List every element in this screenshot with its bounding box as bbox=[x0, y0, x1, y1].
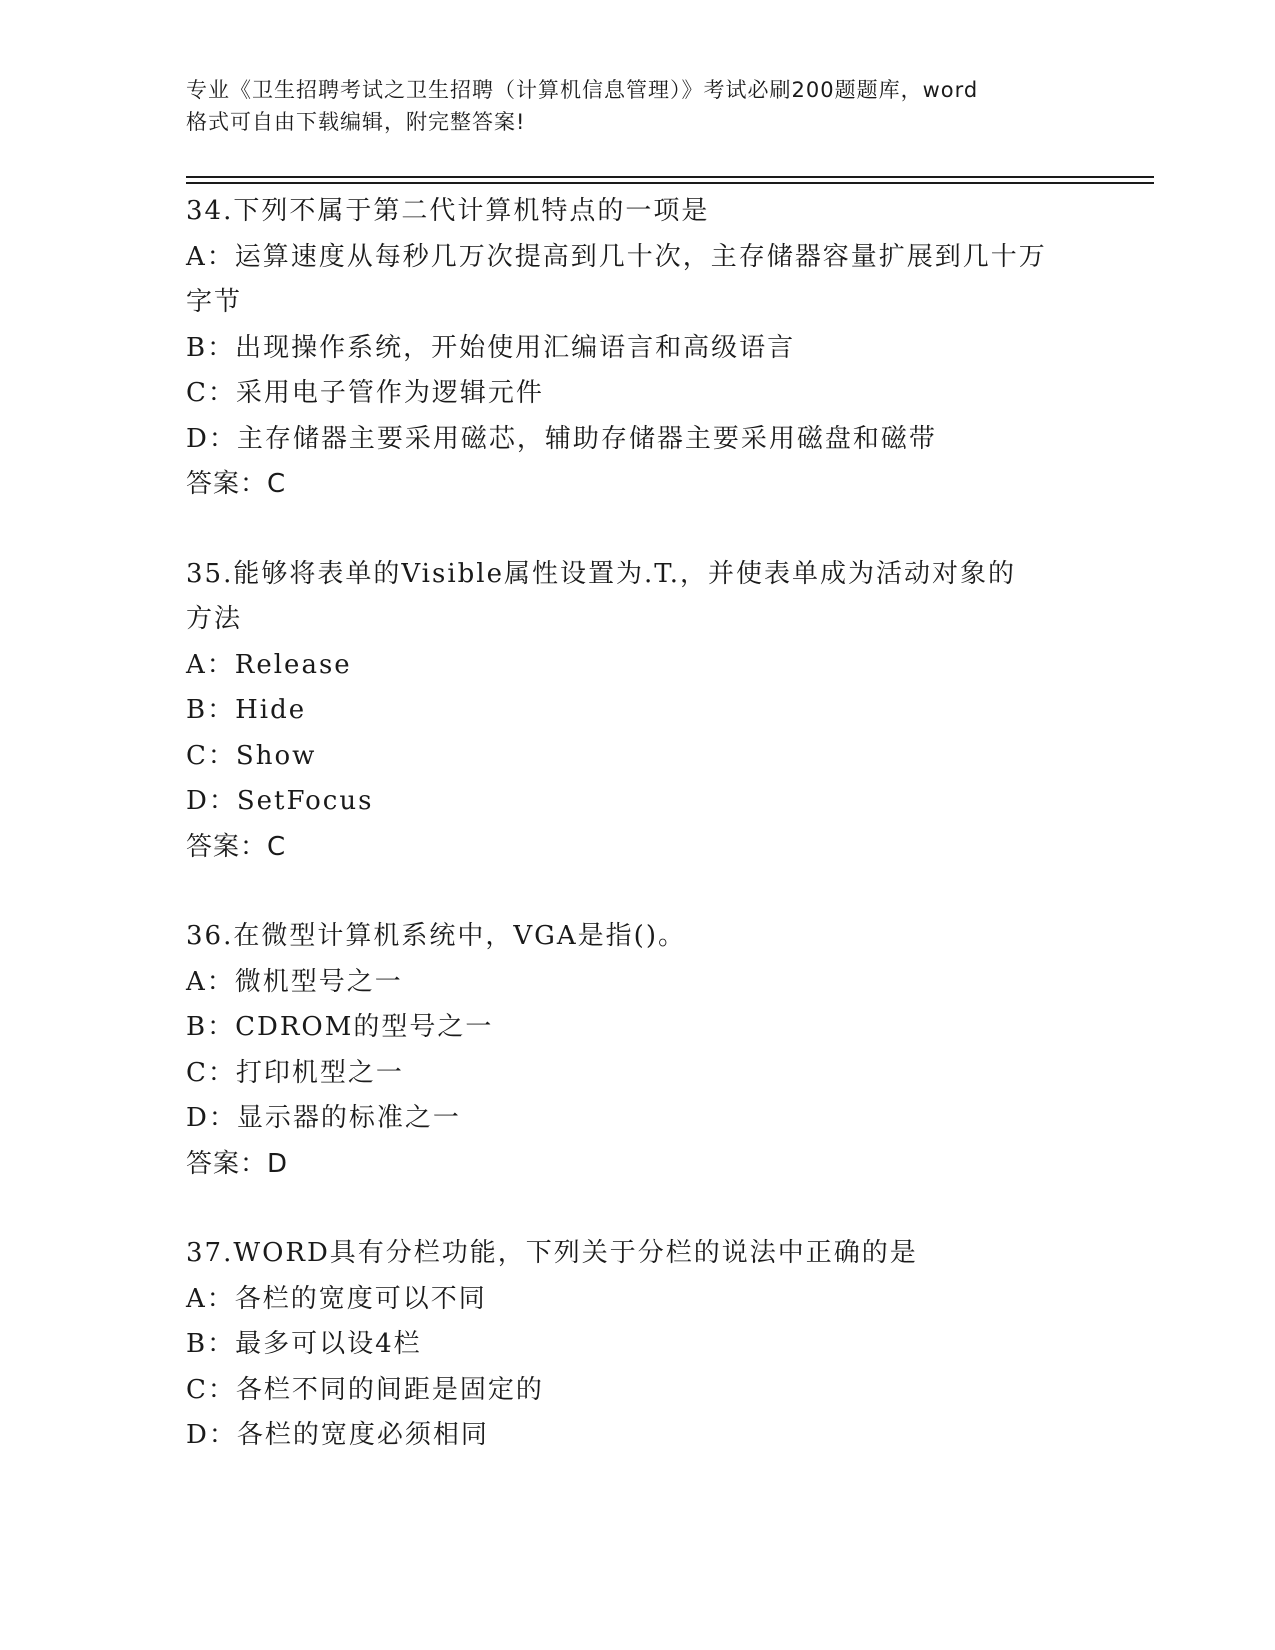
option-c: C：各栏不同的间距是固定的 bbox=[186, 1374, 544, 1405]
option-c: C：采用电子管作为逻辑元件 bbox=[186, 378, 544, 408]
header-line-2: 格式可自由下载编辑，附完整答案! bbox=[186, 110, 526, 134]
header-divider-top bbox=[186, 176, 1154, 178]
question-stem-continued: 方法 bbox=[186, 604, 243, 634]
option-b: B：最多可以设4栏 bbox=[186, 1329, 422, 1359]
question-stem: 34.下列不属于第二代计算机特点的一项是 bbox=[186, 196, 710, 226]
option-b: B：出现操作系统，开始使用汇编语言和高级语言 bbox=[186, 332, 796, 363]
question-block-37 bbox=[186, 1231, 1086, 1459]
option-c: C：打印机型之一 bbox=[186, 1057, 404, 1088]
option-a: A：运算速度从每秒几万次提高到几十次，主存储器容量扩展到几十万 bbox=[186, 241, 1047, 272]
answer-label: 答案：D bbox=[186, 1148, 289, 1179]
question-block-34 bbox=[186, 189, 1086, 508]
option-a: A：Release bbox=[186, 649, 352, 680]
option-d: D：SetFocus bbox=[186, 786, 374, 816]
option-a-continued: 字节 bbox=[186, 287, 243, 317]
question-stem: 37.WORD具有分栏功能，下列关于分栏的说法中正确的是 bbox=[186, 1238, 918, 1268]
option-b: B：Hide bbox=[186, 695, 307, 725]
header-divider-bottom bbox=[186, 182, 1154, 184]
header-line-1: 专业《卫生招聘考试之卫生招聘（计算机信息管理）》考试必刷200题题库，word bbox=[186, 78, 979, 102]
option-c: C：Show bbox=[186, 740, 317, 771]
question-stem: 36.在微型计算机系统中，VGA是指()。 bbox=[186, 921, 686, 951]
option-a: A：微机型号之一 bbox=[186, 966, 403, 997]
question-block-36 bbox=[186, 914, 1086, 1187]
question-stem: 35.能够将表单的Visible属性设置为.T.，并使表单成为活动对象的 bbox=[186, 558, 1017, 589]
question-block-35 bbox=[186, 552, 1086, 871]
option-d: D：显示器的标准之一 bbox=[186, 1103, 461, 1133]
answer-label: 答案：C bbox=[186, 469, 287, 499]
option-d: D：各栏的宽度必须相同 bbox=[186, 1420, 489, 1450]
option-a: A：各栏的宽度可以不同 bbox=[186, 1283, 487, 1314]
option-b: B：CDROM的型号之一 bbox=[186, 1012, 494, 1042]
option-d: D：主存储器主要采用磁芯，辅助存储器主要采用磁盘和磁带 bbox=[186, 423, 937, 454]
question-list bbox=[186, 189, 1086, 1459]
answer-label: 答案：C bbox=[186, 831, 287, 862]
document-header bbox=[186, 74, 1086, 138]
